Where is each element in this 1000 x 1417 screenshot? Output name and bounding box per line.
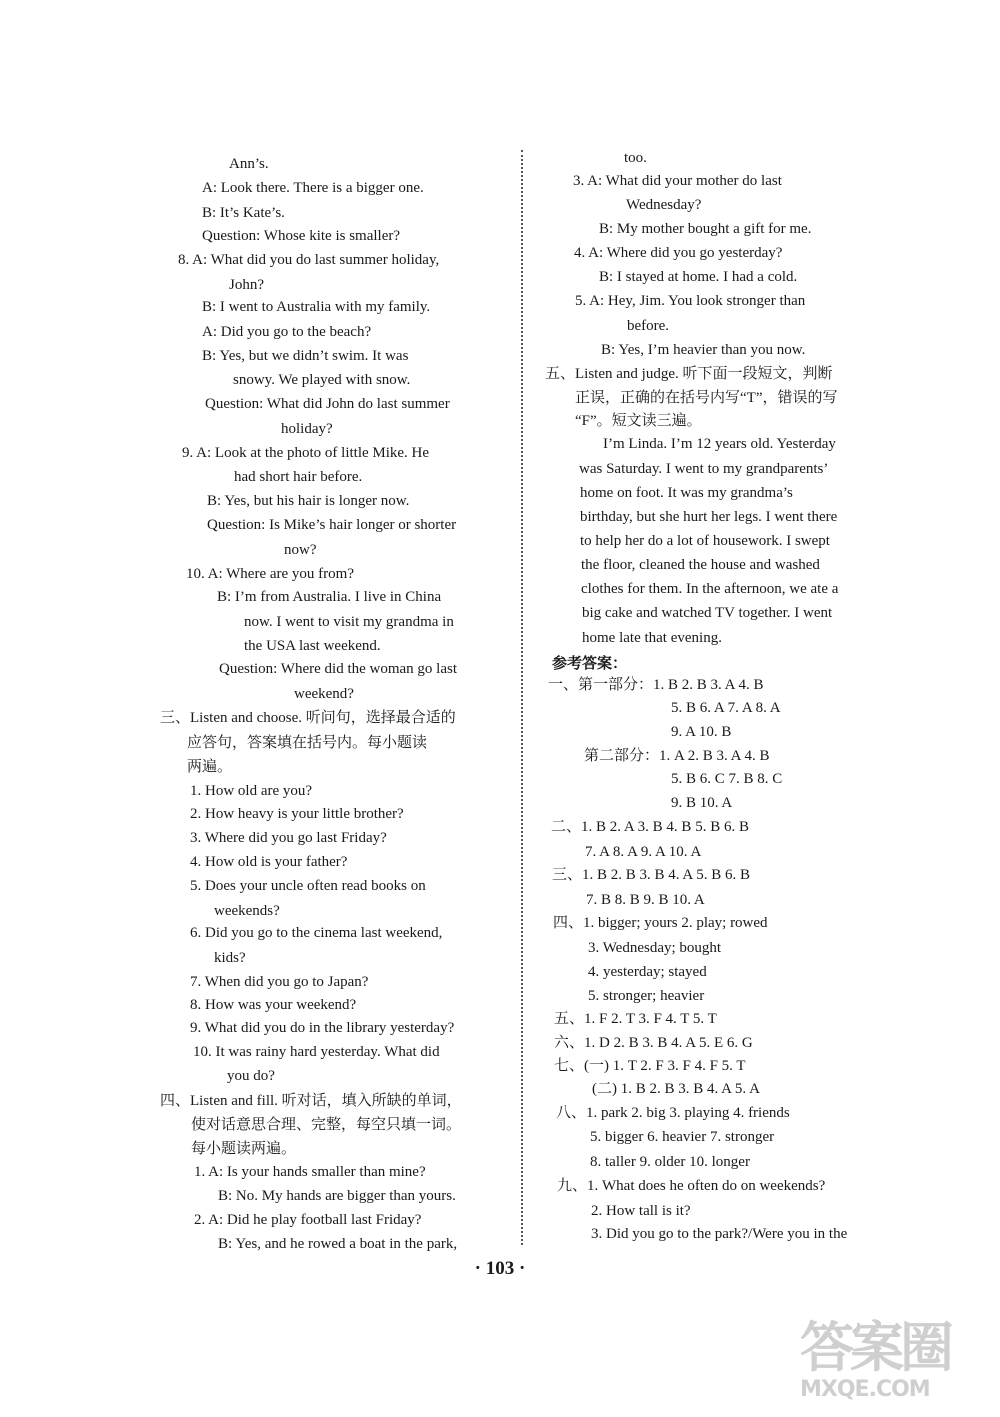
answer-line: (二) 1. B 2. B 3. B 4. A 5. A xyxy=(592,1081,760,1097)
text-line: now. I went to visit my grandma in xyxy=(244,614,454,630)
section-heading: 应答句，答案填在括号内。每小题读 xyxy=(187,735,428,751)
passage-line: birthday, but she hurt her legs. I went there xyxy=(580,509,838,525)
text-line: the USA last weekend. xyxy=(244,638,381,654)
text-line: now? xyxy=(284,542,317,558)
watermark-url: MXQE.COM xyxy=(800,1377,930,1402)
text-line: had short hair before. xyxy=(234,469,363,485)
text-line: 7. When did you go to Japan? xyxy=(190,974,369,990)
answer-line: 一、第一部分：1. B 2. B 3. A 4. B xyxy=(548,677,764,693)
text-line: 5. A: Hey, Jim. You look stronger than xyxy=(575,293,806,309)
passage-line: to help her do a lot of housework. I swept xyxy=(580,533,830,549)
text-line: holiday? xyxy=(281,421,333,437)
answer-line: 7. B 8. B 9. B 10. A xyxy=(586,892,705,908)
text-line: A: Look there. There is a bigger one. xyxy=(202,180,424,196)
text-line: 1. How old are you? xyxy=(190,783,313,799)
answer-line: 九、1. What does he often do on weekends? xyxy=(557,1178,826,1194)
section-heading: 两遍。 xyxy=(187,759,233,775)
text-line: 10. A: Where are you from? xyxy=(186,566,354,582)
text-line: 6. Did you go to the cinema last weekend, xyxy=(190,925,443,941)
watermark-logo xyxy=(800,1318,980,1408)
answer-line: 7. A 8. A 9. A 10. A xyxy=(585,844,702,860)
section-heading: 五、Listen and judge. 听下面一段短文，判断 xyxy=(545,366,833,382)
answer-line: 二、1. B 2. A 3. B 4. B 5. B 6. B xyxy=(551,819,749,835)
text-line: 9. A: Look at the photo of little Mike. He xyxy=(182,445,430,461)
answer-line: 9. B 10. A xyxy=(671,795,733,811)
text-line: 4. How old is your father? xyxy=(190,854,348,870)
text-line: B: Yes, but we didn’t swim. It was xyxy=(202,348,409,364)
text-line: you do? xyxy=(227,1068,275,1084)
text-line: Question: Is Mike’s hair longer or shorter xyxy=(207,517,457,533)
answer-line: 5. bigger 6. heavier 7. stronger xyxy=(590,1129,775,1145)
passage-line: home late that evening. xyxy=(582,630,722,646)
text-line: weekends? xyxy=(214,903,280,919)
answer-line: 六、1. D 2. B 3. B 4. A 5. E 6. G xyxy=(554,1035,753,1051)
text-line: 1. A: Is your hands smaller than mine? xyxy=(194,1164,426,1180)
answer-line: 5. B 6. A 7. A 8. A xyxy=(671,700,781,716)
text-line: Question: Whose kite is smaller? xyxy=(202,228,401,244)
section-heading: “F”。短文读三遍。 xyxy=(575,413,702,429)
text-line: 4. A: Where did you go yesterday? xyxy=(574,245,783,261)
passage-line: home on foot. It was my grandma’s xyxy=(580,485,793,501)
text-line: 3. Where did you go last Friday? xyxy=(190,830,387,846)
text-line: before. xyxy=(627,318,670,334)
column-divider xyxy=(521,150,523,1245)
answer-key-heading: 参考答案： xyxy=(552,656,628,672)
text-line: kids? xyxy=(214,950,246,966)
passage-line: the floor, cleaned the house and washed xyxy=(581,557,820,573)
section-heading: 三、Listen and choose. 听问句，选择最合适的 xyxy=(160,710,456,726)
answer-line: 2. How tall is it? xyxy=(591,1203,691,1219)
text-line: B: Yes, but his hair is longer now. xyxy=(207,493,410,509)
passage-line: clothes for them. In the afternoon, we ate a xyxy=(581,581,839,597)
answer-line: 5. B 6. C 7. B 8. C xyxy=(671,771,783,787)
answer-line: 五、1. F 2. T 3. F 4. T 5. T xyxy=(554,1011,717,1027)
answer-line: 三、1. B 2. B 3. B 4. A 5. B 6. B xyxy=(552,867,750,883)
text-line: 8. How was your weekend? xyxy=(190,997,357,1013)
answer-line: 8. taller 9. older 10. longer xyxy=(590,1154,750,1170)
text-line: B: Yes, and he rowed a boat in the park, xyxy=(218,1236,458,1252)
text-line: 9. What did you do in the library yesterday? xyxy=(190,1020,455,1036)
answer-line: 四、1. bigger; yours 2. play; rowed xyxy=(553,915,768,931)
watermark-title: 答案圈 xyxy=(800,1316,950,1379)
section-heading: 四、Listen and fill. 听对话，填入所缺的单词， xyxy=(160,1093,462,1109)
section-heading: 使对话意思合理、完整，每空只填一词。 xyxy=(191,1117,462,1133)
text-line: 10. It was rainy hard yesterday. What did xyxy=(193,1044,440,1060)
text-line: weekend? xyxy=(294,686,354,702)
text-line: 2. A: Did he play football last Friday? xyxy=(194,1212,422,1228)
answer-line: 八、1. park 2. big 3. playing 4. friends xyxy=(556,1105,790,1121)
answer-line: 七、(一) 1. T 2. F 3. F 4. F 5. T xyxy=(554,1058,746,1074)
text-line: John? xyxy=(229,277,264,293)
page-number: · 103 · xyxy=(474,1258,526,1279)
text-line: 5. Does your uncle often read books on xyxy=(190,878,426,894)
text-line: Ann’s. xyxy=(229,156,269,172)
answer-line: 4. yesterday; stayed xyxy=(588,964,707,980)
passage-line: was Saturday. I went to my grandparents’ xyxy=(579,461,829,477)
text-line: B: I went to Australia with my family. xyxy=(202,299,431,315)
answer-line: 9. A 10. B xyxy=(671,724,732,740)
passage-line: I’m Linda. I’m 12 years old. Yesterday xyxy=(603,436,836,452)
section-heading: 每小题读两遍。 xyxy=(191,1141,297,1157)
text-line: A: Did you go to the beach? xyxy=(202,324,372,340)
text-line: 2. How heavy is your little brother? xyxy=(190,806,404,822)
text-line: B: I stayed at home. I had a cold. xyxy=(599,269,798,285)
text-line: 3. A: What did your mother do last xyxy=(573,173,782,189)
answer-line: 第二部分：1. A 2. B 3. A 4. B xyxy=(584,748,770,764)
answer-line: 3. Did you go to the park?/Were you in the xyxy=(591,1226,848,1242)
text-line: Wednesday? xyxy=(626,197,702,213)
text-line: B: No. My hands are bigger than yours. xyxy=(218,1188,456,1204)
text-line: B: I’m from Australia. I live in China xyxy=(217,589,442,605)
text-line: snowy. We played with snow. xyxy=(233,372,411,388)
text-line: Question: What did John do last summer xyxy=(205,396,450,412)
text-line: Question: Where did the woman go last xyxy=(219,661,458,677)
section-heading: 正误，正确的在括号内写“T”，错误的写 xyxy=(575,390,838,406)
passage-line: big cake and watched TV together. I went xyxy=(582,605,833,621)
text-line: 8. A: What did you do last summer holiday, xyxy=(178,252,440,268)
text-line: B: It’s Kate’s. xyxy=(202,205,285,221)
text-line: too. xyxy=(624,150,647,166)
answer-line: 3. Wednesday; bought xyxy=(588,940,722,956)
text-line: B: My mother bought a gift for me. xyxy=(599,221,812,237)
answer-line: 5. stronger; heavier xyxy=(588,988,705,1004)
text-line: B: Yes, I’m heavier than you now. xyxy=(601,342,806,358)
